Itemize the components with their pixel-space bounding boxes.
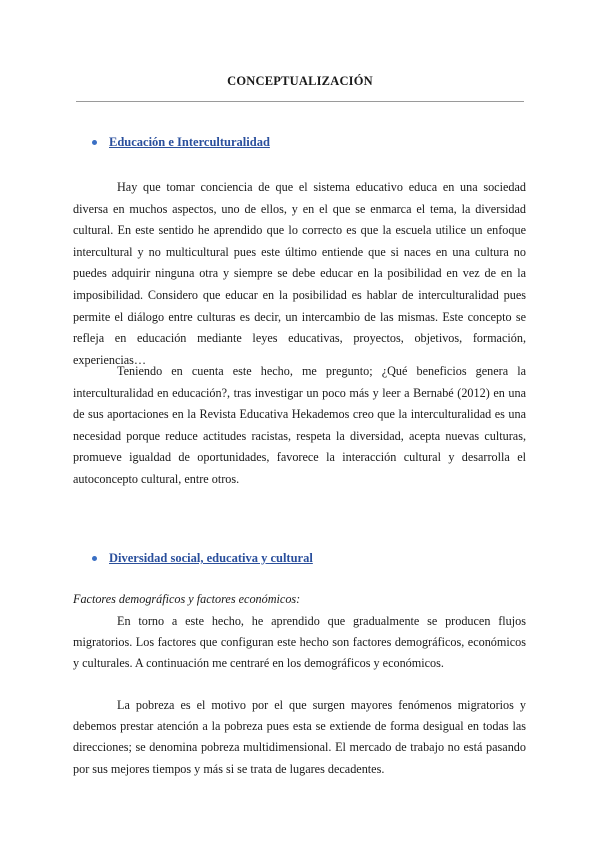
section-heading-text[interactable]: Diversidad social, educativa y cultural — [109, 551, 313, 565]
title-divider — [76, 101, 524, 102]
bullet-icon — [92, 140, 97, 145]
section-heading-educacion — [92, 135, 270, 150]
paragraph: En torno a este hecho, he aprendido que gradualmente se producen flujos migratorios. Los factores que configuran este hecho son factores demográficos, económicos y culturales. A continuación me centraré en los demográficos y económicos. — [73, 614, 526, 671]
section-subtitle: Factores demográficos y factores económicos: — [73, 592, 301, 606]
paragraph: Hay que tomar conciencia de que el sistema educativo educa en una sociedad diversa en muchos aspectos, uno de ellos, y en el que se enmarca el tema, la diversidad cultural. En este sentido he aprendido que lo correcto es que la escuela utilice un enfoque intercultural y no multicultural pues este último entiende que si naces en una cultura no puedes adquirir ninguna otra y siempre se debe educar en la posibilidad en vez de en la imposibilidad. Considero que educar en la posibilidad es hablar de interculturalidad pues permite el diálogo entre culturas es decir, un intercambio de las mismas. Este concepto se refleja en educación mediante leyes educativas, proyectos, objetivos, formación, experiencias… — [73, 180, 526, 367]
paragraph: Teniendo en cuenta este hecho, me pregunto; ¿Qué beneficios genera la interculturalidad en educación?, tras investigar un poco más y leer a Bernabé (2012) en una de sus aportaciones en la Revista Educativa Hekademos creo que la interculturalidad es una necesidad porque reduce actitudes racistas, respeta la diversidad, acepta nuevas culturas, promueve igualdad de oportunidades, favorece la interacción cultural y desarrolla el autoconcepto cultural, entre otros. — [73, 364, 526, 486]
section-heading-text[interactable]: Educación e Interculturalidad — [109, 135, 270, 149]
bullet-icon — [92, 556, 97, 561]
section-heading-diversidad — [92, 551, 313, 566]
page-title: CONCEPTUALIZACIÓN — [227, 74, 373, 88]
paragraph: La pobreza es el motivo por el que surgen mayores fenómenos migratorios y debemos prestar atención a la pobreza pues esta se extiende de forma desigual en todas las direcciones; se denomina pobreza multidimensional. El mercado de trabajo no está pasando por sus mejores tiempos y más si se trata de lugares decadentes. — [73, 698, 526, 776]
